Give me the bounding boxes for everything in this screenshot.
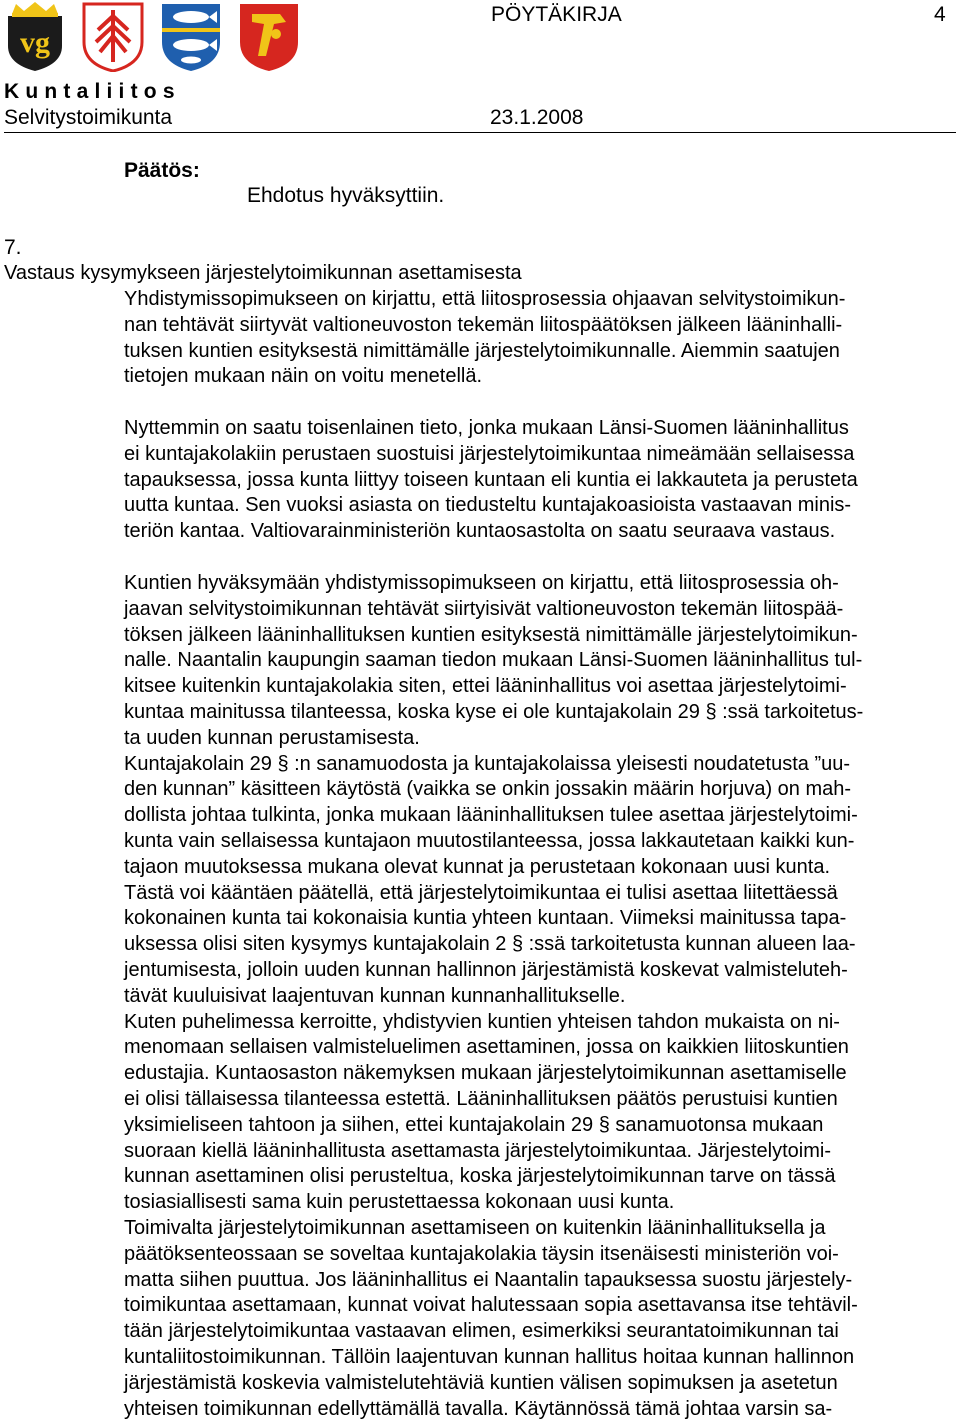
text-line: yksimieliseen tahtoon ja siihen, ettei kuntajakolain 29 § sanamuotonsa mukaan (124, 1113, 824, 1136)
decision-label: Päätös: (124, 159, 200, 182)
text-line: uksessa olisi siten kysymys kuntajakolain 2 § :ssä tarkoitetusta kunnan alueen laa- (124, 933, 856, 956)
text-line: tajaon muutoksessa mukana olevat kunnat ja perustetaan kokonaan uusi kunta. (124, 855, 831, 878)
text-line: Toimivalta järjestelytoimikunnan asettamiseen on kuitenkin lääninhallituksella ja (124, 1216, 826, 1239)
text-line: menomaan sellaisen valmisteluelimen asettaminen, jossa on kaikkien liitoskuntien (124, 1036, 849, 1059)
text-line: Kuntien hyväksymään yhdistymissopimukseen on kirjattu, että liitosprosessia oh- (124, 572, 839, 594)
committee-name: Selvitystoimikunta (4, 106, 173, 129)
decision-text: Ehdotus hyväksyttiin. (247, 184, 445, 207)
text-line: Kuten puhelimessa kerroitte, yhdistyvien kuntien yhteisen tahdon mukaista on ni- (124, 1010, 840, 1033)
text-line: edustajia. Kuntaosaston näkemyksen mukaan järjestelytoimikunnan asettamiselle (124, 1062, 847, 1085)
text-line: ei kuntajakolakiin perustaen suostuisi järjestelytoimikuntaa nimeämään sellaisessa (124, 442, 855, 465)
text-line: päätöksenteossaan se soveltaa kuntajakolakia täysin itsenäisesti ministeriön voi- (124, 1242, 839, 1265)
text-line: uutta kuntaa. Sen vuoksi asiasta on tiedusteltu kuntajakoasioista vastaavan minis- (124, 494, 852, 517)
municipal-crests (2, 2, 302, 72)
text-line: Yhdistymissopimukseen on kirjattu, että liitosprosessia ohjaavan selvitystoimikun- (124, 288, 846, 310)
text-line: nan tehtävät siirtyvät valtioneuvoston tekemän liitospäätöksen jälkeen lääninhalli- (124, 313, 843, 336)
text-line: järjestämistä koskevia valmistelutehtäviä kuntien välisen sopimuksen ja asetetun (124, 1371, 838, 1394)
text-line: Nyttemmin on saatu toisenlainen tieto, jonka mukaan Länsi-Suomen lääninhallitus (124, 417, 849, 439)
text-line: kunnan asettaminen olisi perusteltua, koska järjestelytoimikunnan tarve on tässä (124, 1165, 836, 1188)
text-line: tosiasiallisesti sama kuin perustettaessa kokonaan uusi kunta. (124, 1191, 675, 1214)
text-line: kunta vain sellaisessa kuntajaon muutostilanteessa, jossa lakkautetaan kaikki kun- (124, 829, 855, 852)
text-line: jentumisesta, jolloin uuden kunnan hallinnon järjestämistä koskevat valmisteluteh- (124, 958, 848, 981)
text-line: den kunnan” käsitteen käytöstä (vaikka se onkin jossakin määrin horjuva) on mah- (124, 778, 852, 801)
text-line: tapauksessa, jossa kunta liittyy toiseen kuntaan eli kuntia ei lakkauteta ja perusteta (124, 468, 858, 491)
organization-name: Kuntaliitos (4, 80, 181, 103)
text-line: kuntaa mainitussa tilanteessa, koska kyse ei ole kuntajakolain 29 § :ssä tarkoitetus- (124, 700, 864, 723)
item-title: Vastaus kysymykseen järjestelytoimikunnan asettamisesta (4, 262, 522, 284)
text-line: töksen jälkeen lääninhallituksen kuntien esityksestä nimittämälle järjestelytoimikun- (124, 623, 858, 646)
text-line: kokonainen kunta tai kokonaisia kuntia yhteen kuntaan. Viimeksi mainitussa tapa- (124, 907, 847, 930)
text-line: ta uuden kunnan perustamisesta. (124, 726, 420, 749)
text-line: toimikuntaa asettamaan, kunnat voivat halutessaan sopia asettavansa itse tehtävil- (124, 1294, 858, 1317)
text-line: dollista johtaa tulkinta, jonka mukaan lääninhallituksen tulee asettaa järjestelytoimi- (124, 804, 858, 827)
text-line: kuntaliitostoimikunnan. Tällöin laajentuvan kunnan hallitus hoitaa kunnan hallinnon (124, 1345, 855, 1368)
paragraph-1 (124, 287, 956, 390)
text-line: teriön kantaa. Valtiovarainministeriön kuntaosastolta on saatu seuraava vastaus. (124, 520, 836, 543)
text-line: ei olisi tällaisessa tilanteessa estettä. Lääninhallituksen päätös perustuisi kuntien (124, 1087, 838, 1110)
item-number: 7. (4, 236, 22, 259)
paragraph-2 (124, 416, 956, 545)
document-type: PÖYTÄKIRJA (491, 3, 622, 26)
text-line: jaavan selvitystoimikunnan tehtävät siirtyisivät valtioneuvoston tekemän liitospää- (124, 597, 844, 620)
header-divider (4, 132, 956, 133)
red-tree-crest-icon (80, 2, 146, 72)
text-line: kitsee kuitenkin kuntajakolakia siten, ettei lääninhallitus voi asettaa järjestelytoimi- (124, 675, 847, 698)
text-line: Kuntajakolain 29 § :n sanamuodosta ja kuntajakolaissa yleisesti noudatetusta ”uu- (124, 752, 851, 775)
vg-crest-icon (2, 2, 68, 72)
text-line: tävät kuuluisivat laajentuvan kunnan kunnanhallitukselle. (124, 984, 626, 1007)
fish-crest-icon (158, 2, 224, 72)
text-line: Tästä voi kääntäen päätellä, että järjestelytoimikuntaa ei tulisi asettaa liitettäessä (124, 881, 838, 904)
meeting-date: 23.1.2008 (490, 106, 584, 129)
yellow-figure-crest-icon (236, 2, 302, 72)
text-line: nalle. Naantalin kaupungin saaman tiedon mukaan Länsi-Suomen lääninhallitus tul- (124, 649, 863, 672)
page-number: 4 (934, 3, 946, 26)
text-line: tuksen kuntien esityksestä nimittämälle järjestelytoimikunnalle. Aiemmin saatujen (124, 339, 840, 362)
text-line: suoraan kiellä lääninhallitusta asettamasta järjestelytoimikuntaa. Järjestelytoimi- (124, 1139, 832, 1162)
text-line: tietojen mukaan näin on voitu menetellä. (124, 365, 483, 388)
crest-monogram: vg (20, 26, 50, 59)
text-line: tään järjestelytoimikuntaa vastaavan elimen, esimerkiksi seurantatoimikunnan tai (124, 1320, 839, 1343)
text-line: matta siihen puuttua. Jos lääninhallitus ei Naantalin tapauksessa suostu järjestely- (124, 1268, 853, 1291)
paragraph-3 (124, 571, 956, 1422)
text-line: yhteisen toimikunnan edellyttämällä tavalla. Käytännössä tämä johtaa varsin sa- (124, 1397, 833, 1420)
